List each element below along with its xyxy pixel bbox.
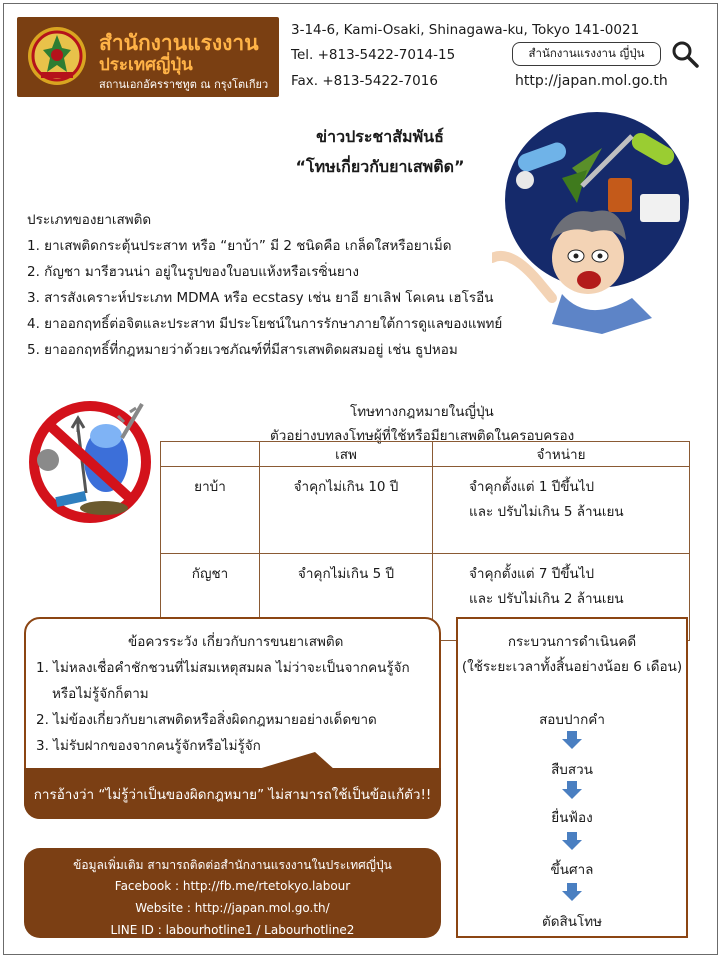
drug-type-item: 1. ยาเสพติดกระตุ้นประสาท หรือ “ยาบ้า” มี 2 ชนิดคือ เกล็ดใสหรือยาเม็ด xyxy=(27,238,452,254)
drug-types-heading: ประเภทของยาเสพติด xyxy=(27,212,152,228)
arrow-down-icon xyxy=(562,781,582,799)
table-header-row xyxy=(161,442,690,467)
caution-item: 1. ไม่หลงเชื่อคำชักชวนที่ไม่สมเหตุสมผล ไม่ว่าจะเป็นจากคนรู้จัก xyxy=(36,660,410,676)
table-header-cell: จำหน่าย xyxy=(433,442,690,467)
drug-type-item: 5. ยาออกฤทธิ์ที่กฎหมายว่าด้วยเวชภัณฑ์ที่มีสารเสพติดผสมอยู่ เช่น ธูปหอม xyxy=(27,342,458,358)
info-heading: ข้อมูลเพิ่มเติม สามารถติดต่อสำนักงานแรงงานในประเทศญี่ปุ่น xyxy=(73,858,392,872)
logo-banner[interactable] xyxy=(17,17,279,97)
use-penalty-cell: จำคุกไม่เกิน 10 ปี xyxy=(260,467,433,554)
announcement-title: ข่าวประชาสัมพันธ์ xyxy=(316,127,444,146)
drug-name-cell: กัญชา xyxy=(161,554,260,641)
website-link[interactable]: http://japan.mol.go.th xyxy=(515,73,668,89)
search-icon[interactable] xyxy=(671,40,699,68)
process-duration: (ใช้ระยะเวลาทั้งสิ้นอย่างน้อย 6 เดือน) xyxy=(461,659,683,675)
no-drugs-sign-icon xyxy=(22,398,162,526)
penalty-subheading: ตัวอย่างบทลงโทษผู้ที่ใช้หรือมียาเสพติดในครอบครอง xyxy=(270,428,575,444)
facebook-link[interactable]: Facebook : http://fb.me/rtetokyo.labour xyxy=(114,879,351,893)
penalty-heading: โทษทางกฎหมายในญี่ปุ่น xyxy=(350,404,494,420)
caution-heading: ข้อควรระวัง เกี่ยวกับการขนยาเสพติด xyxy=(128,634,344,650)
process-heading: กระบวนการดำเนินคดี xyxy=(507,634,637,650)
announcement-subject: “โทษเกี่ยวกับยาเสพติด” xyxy=(295,157,465,176)
search-input[interactable]: สำนักงานแรงงาน ญี่ปุ่น xyxy=(512,42,661,66)
arrow-down-icon xyxy=(562,883,582,901)
contact-info-box xyxy=(24,848,441,938)
penalty-table xyxy=(160,441,690,641)
caution-item: 3. ไม่รับฝากของจากคนรู้จักหรือไม่รู้จัก xyxy=(36,738,261,754)
ministry-seal-icon xyxy=(27,26,87,86)
website-link-footer[interactable]: Website : http://japan.mol.go.th/ xyxy=(135,901,330,915)
line-id-text: LINE ID : labourhotline1 / Labourhotline2 xyxy=(110,923,355,937)
address-text: 3-14-6, Kami-Osaki, Shinagawa-ku, Tokyo 141-0021 xyxy=(291,22,640,38)
use-penalty-cell: จำคุกไม่เกิน 5 ปี xyxy=(260,554,433,641)
process-step: ตัดสินโทษ xyxy=(541,914,603,930)
process-step: สืบสวน xyxy=(551,762,593,778)
drug-type-item: 4. ยาออกฤทธิ์ต่อจิตและประสาท มีประโยชน์ในการรักษาภายใต้การดูแลของแพทย์ xyxy=(27,316,503,332)
drug-victim-illustration xyxy=(492,108,707,334)
arrow-down-icon xyxy=(562,731,582,749)
fax-text: Fax. +813-5422-7016 xyxy=(291,73,438,89)
table-header-cell xyxy=(161,442,260,467)
sell-penalty-line: และ ปรับไม่เกิน 5 ล้านเยน xyxy=(469,504,624,520)
arrow-down-icon xyxy=(562,832,582,850)
process-step: สอบปากคำ xyxy=(539,712,605,728)
sell-penalty-line: จำคุกตั้งแต่ 7 ปีขึ้นไป xyxy=(469,566,595,582)
org-name-line2: ประเทศญี่ปุ่น xyxy=(99,55,193,75)
table-row xyxy=(161,467,690,554)
org-name-line1: สำนักงานแรงงาน xyxy=(99,31,259,55)
sell-penalty-line: และ ปรับไม่เกิน 2 ล้านเยน xyxy=(469,591,624,607)
caution-item: 2. ไม่ข้องเกี่ยวกับยาเสพติดหรือสิ่งผิดกฎหมายอย่างเด็ดขาด xyxy=(36,712,377,728)
speech-pointer xyxy=(255,752,335,770)
warning-banner: การอ้างว่า “ไม่รู้ว่าเป็นของผิดกฎหมาย” ไม่สามารถใช้เป็นข้อแก้ตัว!! xyxy=(24,768,441,819)
tel-text: Tel. +813-5422-7014-15 xyxy=(291,47,456,63)
sell-penalty-line: จำคุกตั้งแต่ 1 ปีขึ้นไป xyxy=(469,479,595,495)
drug-name-cell: ยาบ้า xyxy=(161,467,260,554)
drug-type-item: 2. กัญชา มารีฮวนน่า อยู่ในรูปของใบอบแห้งหรือเรซิ่นยาง xyxy=(27,264,359,280)
caution-item-continued: หรือไม่รู้จักก็ตาม xyxy=(52,686,149,702)
sell-penalty-cell xyxy=(433,467,690,554)
table-header-cell: เสพ xyxy=(260,442,433,467)
process-step: ขึ้นศาล xyxy=(550,862,594,878)
drug-type-item: 3. สารสังเคราะห์ประเภท MDMA หรือ ecstasy เช่น ยาอี ยาเลิฟ โคเคน เฮโรอีน xyxy=(27,290,494,306)
org-subtitle: สถานเอกอัครราชทูต ณ กรุงโตเกียว xyxy=(99,78,269,91)
process-step: ยื่นฟ้อง xyxy=(551,810,593,826)
